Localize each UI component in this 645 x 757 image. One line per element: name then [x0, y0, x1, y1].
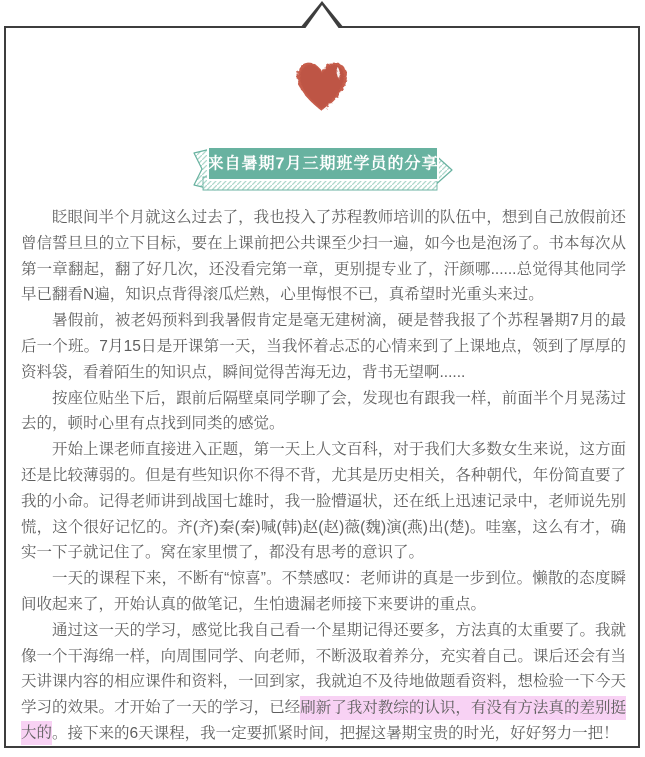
- ribbon-title: 来自暑期7月三期班学员的分享: [207, 155, 439, 173]
- bubble-pointer-fill: [304, 5, 340, 30]
- paragraph-text: 按座位贴坐下后，跟前后隔壁桌同学聊了会，发现也有跟我一样，前面半个月晃荡过去的，顿时心里有点找到同类的感觉。: [21, 389, 626, 433]
- heart-icon: [294, 59, 350, 117]
- paragraph-text: 通过这一天的学习，感觉比我自己看一个星期记得还要多，方法真的太重要了。我就像一个干海绵一样，向周围同学、向老师，不断汲取着养分，充实着自己。课后还会有当天讲课内容的相应课件和资料，一回到家，我就迫不及待地做题看资料，想检验一下今天学习的效果。才开始了一天的学习，已经: [21, 621, 626, 717]
- paragraph-text: 。接下来的6天课程，我一定要抓紧时间，把握这暑期宝贵的时光，好好努力一把！: [52, 724, 619, 742]
- title-ribbon: [187, 145, 457, 197]
- paragraph-text: 开始上课老师直接进入正题，第一天上人文百科，对于我们大多数女生来说，这方面还是比较薄弱的。但是有些知识你不得不背，尤其是历史相关，各种朝代，年份简直要了我的小命。记得老师讲到战国七雄时，我一脸懵逼状，还在纸上迅速记录中，老师说先别慌，这个很好记忆的。齐(齐)秦(秦)喊(韩)赵(赵)薇(魏)演(燕)出(楚)。哇塞，这么有才，确实一下子就记住了。窝在家里惯了，都没有思考的意识了。: [21, 441, 626, 562]
- paragraph-text: 眨眼间半个月就这么过去了，我也投入了苏程教师培训的队伍中，想到自己放假前还曾信誓旦旦的立下目标，要在上课前把公共课至少扫一遍，如今也是泡汤了。书本每次从第一章翻起，翻了好几次，还没看完第一章，更别提专业了，汗颜哪......总觉得其他同学早已翻看N遍，知识点背得滚瓜烂熟，心里悔恨不已，真希望时光重头来过。: [21, 209, 626, 304]
- paragraph-text: 一天的课程下来，不断有“惊喜”。不禁感叹：老师讲的真是一步到位。懒散的态度瞬间收起来了，开始认真的做笔记，生怕遗漏老师接下来要讲的重点。: [21, 570, 626, 613]
- paragraph-1: [21, 205, 626, 308]
- paragraph-4: [21, 437, 626, 566]
- paragraph-6: [21, 618, 626, 747]
- paragraph-text: 暑假前，被老妈预料到我暑假肯定是毫无建树滴，硬是替我报了个苏程暑期7月的最后一个班。7月15日是开课第一天，当我怀着忐忑的心情来到了上课地点，领到了厚厚的资料袋，看着陌生的知识点，瞬间觉得苦海无边，背书无望啊......: [21, 312, 626, 381]
- paragraph-2: [21, 308, 626, 385]
- highlighted-text: 刷新了我对教综的认识，有没有方法真的差别挺大的: [21, 696, 626, 746]
- paragraph-5: [21, 566, 626, 618]
- article-body: [21, 205, 626, 747]
- paragraph-3: [21, 386, 626, 438]
